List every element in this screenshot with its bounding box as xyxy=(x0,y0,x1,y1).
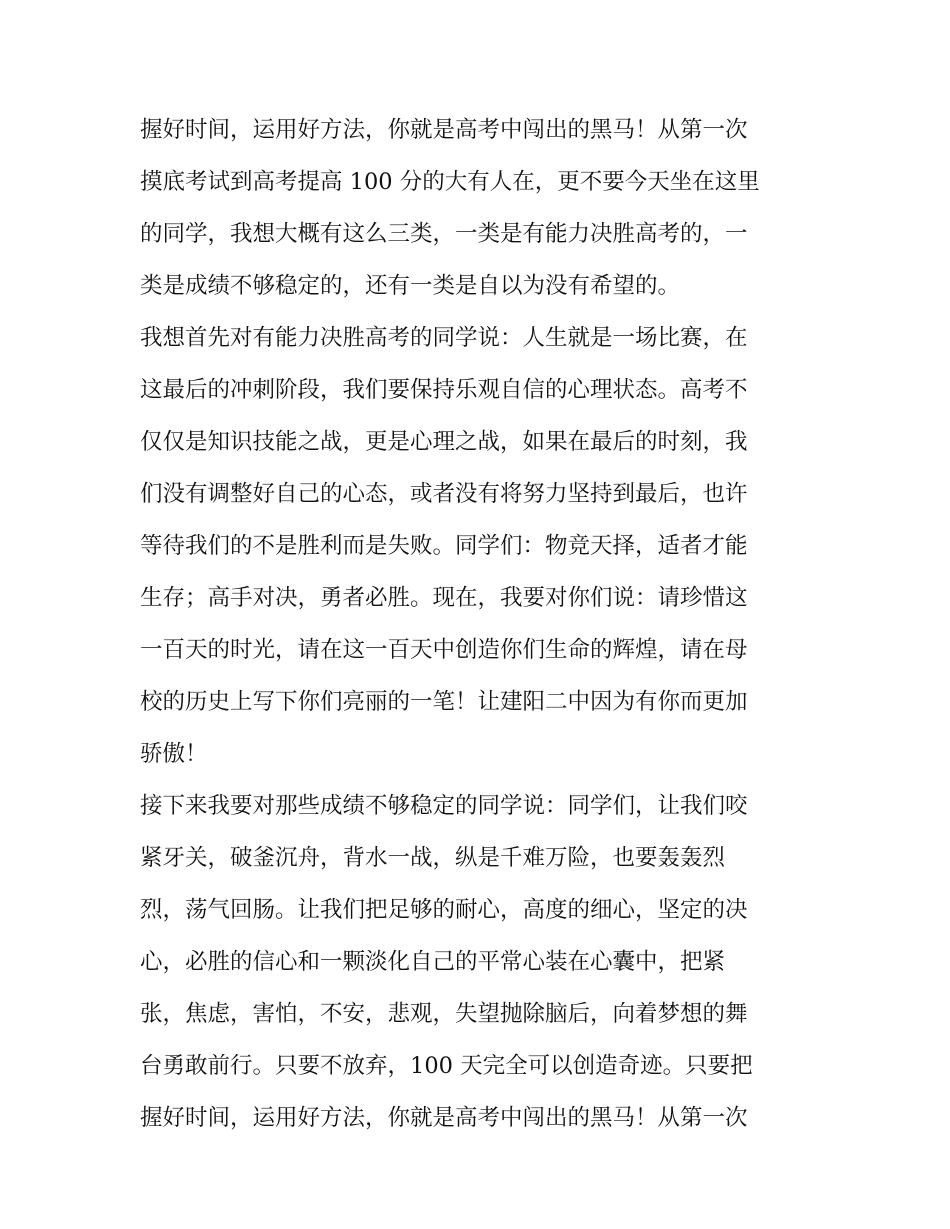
text-line-19: 台勇敢前行。只要不放弃，100 天完全可以创造奇迹。只要把 xyxy=(140,1053,753,1079)
text-line-9: 等待我们的不是胜利而是失败。同学们：物竞天择，适者才能 xyxy=(140,533,748,559)
text-line-5: 我想首先对有能力决胜高考的同学说：人生就是一场比赛，在 xyxy=(140,325,748,351)
text-line-13: 骄傲！ xyxy=(140,741,208,767)
text-line-20: 握好时间，运用好方法，你就是高考中闯出的黑马！从第一次 xyxy=(140,1105,748,1131)
text-line-4: 类是成绩不够稳定的，还有一类是自以为没有希望的。 xyxy=(140,273,681,299)
text-line-7: 仅仅是知识技能之战，更是心理之战，如果在最后的时刻，我 xyxy=(140,429,748,455)
body-text xyxy=(140,104,810,1144)
text-line-8: 们没有调整好自己的心态，或者没有将努力坚持到最后，也许 xyxy=(140,481,748,507)
text-line-18: 张，焦虑，害怕，不安，悲观，失望抛除脑后，向着梦想的舞 xyxy=(140,1001,748,1027)
text-line-11: 一百天的时光，请在这一百天中创造你们生命的辉煌，请在母 xyxy=(140,637,748,663)
text-line-17: 心，必胜的信心和一颗淡化自己的平常心装在心囊中，把紧 xyxy=(140,949,726,975)
text-line-10: 生存；高手对决，勇者必胜。现在，我要对你们说：请珍惜这 xyxy=(140,585,748,611)
text-line-14: 接下来我要对那些成绩不够稳定的同学说：同学们，让我们咬 xyxy=(140,793,748,819)
text-line-2: 摸底考试到高考提高 100 分的大有人在，更不要今天坐在这里 xyxy=(140,169,760,195)
text-line-12: 校的历史上写下你们亮丽的一笔！让建阳二中因为有你而更加 xyxy=(140,689,748,715)
text-line-16: 烈，荡气回肠。让我们把足够的耐心，高度的细心，坚定的决 xyxy=(140,897,748,923)
text-line-6: 这最后的冲刺阶段，我们要保持乐观自信的心理状态。高考不 xyxy=(140,377,748,403)
text-line-3: 的同学，我想大概有这么三类，一类是有能力决胜高考的，一 xyxy=(140,221,748,247)
text-line-15: 紧牙关，破釜沉舟，背水一战，纵是千难万险，也要轰轰烈 xyxy=(140,845,726,871)
text-line-1: 握好时间，运用好方法，你就是高考中闯出的黑马！从第一次 xyxy=(140,117,748,143)
